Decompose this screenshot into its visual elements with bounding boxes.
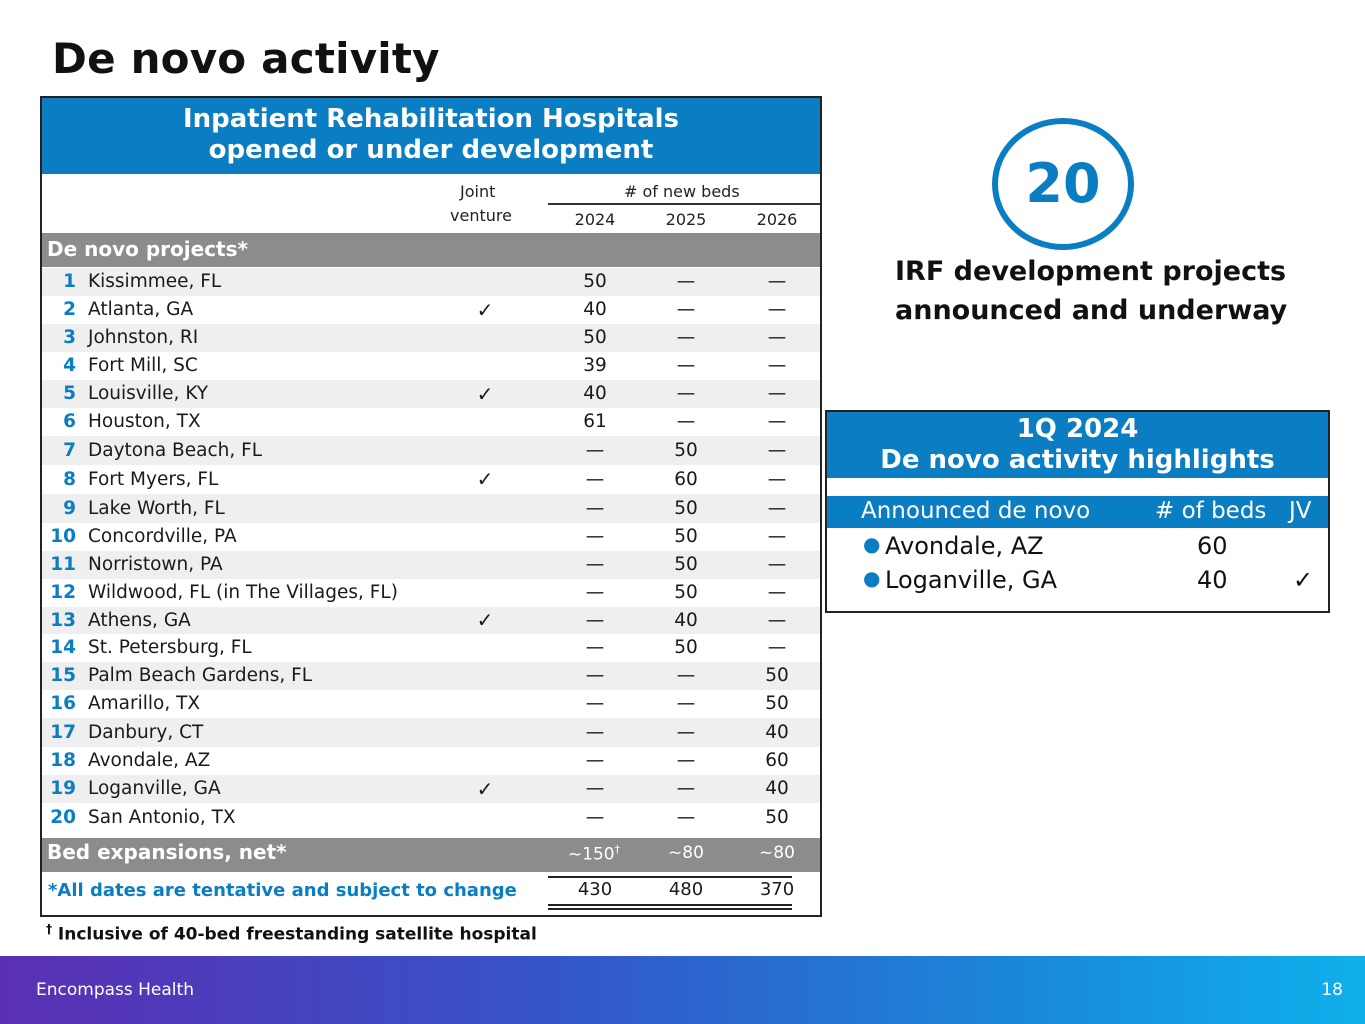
row-beds-2026: —: [767, 637, 787, 658]
row-beds-2024: —: [585, 498, 605, 519]
row-beds-2026: 50: [765, 807, 789, 828]
row-beds-2025: —: [676, 271, 696, 292]
row-beds-2025: 50: [674, 582, 698, 603]
row-beds-2025: 60: [674, 469, 698, 490]
total-2024: 430: [577, 879, 613, 900]
row-beds-2026: —: [767, 469, 787, 490]
footnote: [46, 922, 537, 945]
totals-double-line-1: [548, 904, 792, 906]
row-beds-2026: —: [767, 355, 787, 376]
row-beds-2026: —: [767, 610, 787, 631]
row-number: 15: [50, 665, 76, 686]
table-row: [42, 690, 820, 718]
row-number: 19: [50, 778, 76, 799]
row-city: Concordville, PA: [88, 526, 237, 547]
row-beds-2025: —: [676, 693, 696, 714]
row-beds-2025: —: [676, 327, 696, 348]
col-header-joint: Joint: [460, 182, 496, 201]
table-row: [42, 380, 820, 408]
row-beds-2024: —: [585, 469, 605, 490]
row-beds-2024: —: [585, 526, 605, 547]
row-city: Palm Beach Gardens, FL: [88, 665, 313, 686]
tentative-dates-note: *All dates are tentative and subject to change: [48, 880, 517, 901]
row-number: 18: [50, 750, 76, 771]
table-row: [42, 523, 820, 551]
col-header-2024: 2024: [574, 210, 616, 229]
row-number: 20: [50, 807, 76, 828]
expansions-2025: ~80: [668, 843, 704, 863]
row-beds-2024: 39: [583, 355, 607, 376]
row-jv-check-icon: ✓: [476, 382, 494, 406]
table-row: [42, 352, 820, 380]
row-city: St. Petersburg, FL: [88, 637, 252, 658]
table-row: [42, 465, 820, 494]
row-beds-2025: 50: [674, 526, 698, 547]
dagger-mark: †: [614, 843, 621, 856]
row-city: Atlanta, GA: [88, 299, 194, 320]
row-beds-2024: —: [585, 778, 605, 799]
row-jv-check-icon: ✓: [476, 777, 494, 801]
row-beds-2026: 60: [765, 750, 789, 771]
row-beds-2026: 40: [765, 778, 789, 799]
row-number: 17: [50, 722, 76, 743]
row-number: 14: [50, 637, 76, 658]
table-header: [42, 98, 820, 174]
row-beds-2024: 50: [583, 327, 607, 348]
row-number: 11: [50, 554, 76, 575]
table-row: [42, 324, 820, 352]
highlight-name: Avondale, AZ: [885, 532, 1044, 560]
table-row: [42, 436, 820, 465]
row-number: 6: [63, 411, 76, 432]
row-beds-2026: —: [767, 411, 787, 432]
row-jv-check-icon: ✓: [476, 608, 494, 632]
col-jv: JV: [1289, 498, 1312, 524]
highlight-beds: 40: [1197, 566, 1228, 594]
row-beds-2025: —: [676, 722, 696, 743]
row-jv-check-icon: ✓: [476, 298, 494, 322]
highlights-header-line2: De novo activity highlights: [880, 445, 1275, 475]
row-beds-2026: —: [767, 327, 787, 348]
totals-double-line-2: [548, 908, 792, 910]
bullet-icon: ●: [863, 532, 881, 556]
highlight-jv-check-icon: ✓: [1293, 566, 1314, 594]
row-beds-2024: —: [585, 582, 605, 603]
table-row: [42, 551, 820, 579]
col-header-2026: 2026: [756, 210, 798, 229]
row-city: Fort Mill, SC: [88, 355, 198, 376]
projects-count-circle: [992, 118, 1134, 250]
row-city: Loganville, GA: [88, 778, 221, 799]
table-row: [42, 494, 820, 523]
highlight-name: Loganville, GA: [885, 566, 1058, 594]
col-announced-de-novo: Announced de novo: [861, 498, 1091, 524]
row-number: 7: [63, 440, 76, 461]
row-city: Amarillo, TX: [88, 693, 201, 714]
col-header-venture: venture: [450, 206, 512, 225]
highlight-beds: 60: [1197, 532, 1228, 560]
row-number: 8: [63, 469, 76, 490]
total-2026: 370: [759, 879, 795, 900]
row-beds-2026: —: [767, 271, 787, 292]
row-beds-2026: —: [767, 299, 787, 320]
row-number: 5: [63, 383, 76, 404]
projects-caption-line1: IRF development projects: [895, 256, 1287, 287]
row-beds-2026: —: [767, 440, 787, 461]
row-number: 10: [50, 526, 76, 547]
row-beds-2024: —: [585, 750, 605, 771]
row-beds-2025: —: [676, 299, 696, 320]
row-beds-2025: 50: [674, 637, 698, 658]
row-city: Wildwood, FL (in The Villages, FL): [88, 582, 398, 603]
expansions-2024: ~150†: [567, 843, 621, 865]
highlights-header: [827, 412, 1328, 478]
row-number: 2: [63, 299, 76, 320]
row-beds-2025: 40: [674, 610, 698, 631]
table-row: [42, 662, 820, 690]
row-beds-2024: —: [585, 665, 605, 686]
row-number: 3: [63, 327, 76, 348]
row-beds-2026: 40: [765, 722, 789, 743]
table-row: [42, 607, 820, 634]
row-number: 4: [63, 355, 76, 376]
row-beds-2024: —: [585, 807, 605, 828]
row-beds-2026: —: [767, 383, 787, 404]
bed-expansions-label: Bed expansions, net*: [47, 840, 287, 864]
table-row: [42, 803, 820, 833]
row-city: Kissimmee, FL: [88, 271, 222, 292]
row-city: Louisville, KY: [88, 383, 209, 404]
row-beds-2026: —: [767, 582, 787, 603]
row-city: Danbury, CT: [88, 722, 204, 743]
table-row: [42, 579, 820, 607]
row-beds-2024: 50: [583, 271, 607, 292]
row-beds-2024: —: [585, 637, 605, 658]
row-number: 16: [50, 693, 76, 714]
row-beds-2025: —: [676, 355, 696, 376]
row-beds-2024: —: [585, 610, 605, 631]
page-number: 18: [1321, 980, 1343, 1000]
row-beds-2024: —: [585, 554, 605, 575]
table-row: [42, 268, 820, 296]
table-row: [42, 296, 820, 324]
page-title: De novo activity: [52, 34, 440, 83]
row-city: Athens, GA: [88, 610, 191, 631]
table-row: [42, 747, 820, 775]
table-row: [42, 718, 820, 747]
highlights-panel: [825, 410, 1330, 613]
row-beds-2024: —: [585, 693, 605, 714]
bullet-icon: ●: [863, 566, 881, 590]
highlights-column-bar: [827, 496, 1328, 528]
row-beds-2024: —: [585, 722, 605, 743]
row-city: Daytona Beach, FL: [88, 440, 263, 461]
row-beds-2025: —: [676, 807, 696, 828]
row-number: 9: [63, 498, 76, 519]
row-city: Fort Myers, FL: [88, 469, 219, 490]
row-beds-2024: —: [585, 440, 605, 461]
footer-band: [0, 956, 1365, 1024]
table-header-line2: opened or under development: [208, 135, 654, 165]
totals-top-line: [548, 876, 792, 878]
total-2025: 480: [668, 879, 704, 900]
projects-caption: [895, 252, 1287, 330]
col-header-new-beds: # of new beds: [624, 182, 740, 201]
row-beds-2025: 50: [674, 440, 698, 461]
row-city: Houston, TX: [88, 411, 201, 432]
row-city: San Antonio, TX: [88, 807, 236, 828]
col-header-2025: 2025: [665, 210, 707, 229]
highlights-header-line1: 1Q 2024: [1016, 414, 1139, 444]
table-header-line1: Inpatient Rehabilitation Hospitals: [182, 104, 680, 134]
footnote-text: Inclusive of 40-bed freestanding satellite hospital: [57, 924, 537, 945]
row-beds-2025: 50: [674, 498, 698, 519]
footer-brand: Encompass Health: [36, 980, 194, 1000]
row-city: Norristown, PA: [88, 554, 223, 575]
row-city: Johnston, RI: [88, 327, 199, 348]
row-beds-2026: 50: [765, 693, 789, 714]
expansions-2026: ~80: [759, 843, 795, 863]
row-city: Avondale, AZ: [88, 750, 211, 771]
row-beds-2026: —: [767, 554, 787, 575]
row-city: Lake Worth, FL: [88, 498, 225, 519]
row-beds-2026: 50: [765, 665, 789, 686]
projects-count: 20: [1025, 152, 1101, 215]
row-number: 13: [50, 610, 76, 631]
row-beds-2025: —: [676, 778, 696, 799]
row-beds-2025: —: [676, 750, 696, 771]
row-beds-2025: —: [676, 665, 696, 686]
row-beds-2026: —: [767, 498, 787, 519]
row-beds-2025: —: [676, 411, 696, 432]
row-beds-2024: 40: [583, 383, 607, 404]
row-beds-2025: 50: [674, 554, 698, 575]
footnote-dagger: †: [46, 922, 52, 936]
row-beds-2024: 40: [583, 299, 607, 320]
col-number-of-beds: # of beds: [1155, 498, 1267, 524]
header-divider: [548, 203, 820, 205]
row-number: 1: [63, 271, 76, 292]
row-beds-2026: —: [767, 526, 787, 547]
row-beds-2024: 61: [583, 411, 607, 432]
totals-row: [42, 874, 820, 908]
table-row: [42, 775, 820, 803]
section-denovo-projects: De novo projects*: [42, 233, 820, 267]
denovo-table-panel: [40, 96, 822, 917]
row-jv-check-icon: ✓: [476, 467, 494, 491]
row-number: 12: [50, 582, 76, 603]
section-bed-expansions: [42, 838, 820, 872]
table-row: [42, 634, 820, 662]
table-row: [42, 408, 820, 436]
projects-caption-line2: announced and underway: [895, 295, 1288, 326]
row-beds-2025: —: [676, 383, 696, 404]
